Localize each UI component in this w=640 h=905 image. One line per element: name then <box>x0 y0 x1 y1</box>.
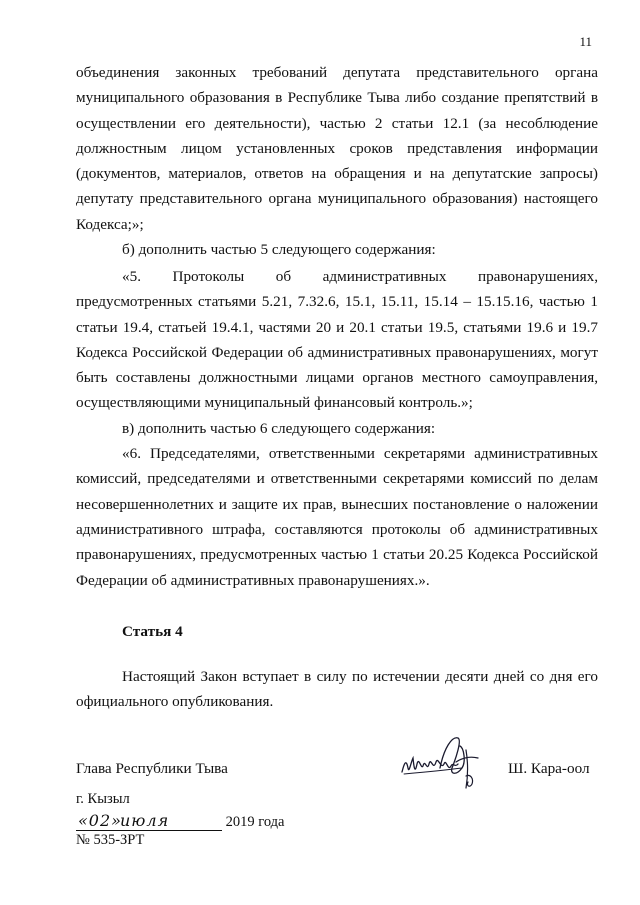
paragraph-continuation: объединения законных требований депутата представительного органа муниципального образования в Республике Тыва либо создание препятствий в осуществлении его деятельности), частью 2 статьи 12.1 (за несоблюдение должностным лицом установленных сроков представления информации (документов, материалов, ответов на обращения и на депутатские запросы) депутату представительного органа муниципального образования) настоящего Кодекса;»; <box>76 64 598 233</box>
paragraph-part-6: «6. Председателями, ответственными секретарями административных комиссий, председателями и ответственными секретарями комиссий по делам несовершеннолетних и защите их прав, вынесших постановление о наложении административного штрафа, составляются протоколы об административных правонарушениях, предусмотренных частью 1 статьи 20.25 Кодекса Российской Федерации об административных правонарушениях.». <box>76 445 598 589</box>
signatory-title: Глава Республики Тыва <box>76 760 228 777</box>
page-number: 11 <box>579 34 592 49</box>
signing-date <box>76 812 376 834</box>
date-year: 2019 года <box>225 814 285 830</box>
paragraph-part-5: «5. Протоколы об административных правонарушениях, предусмотренных статьями 5.21, 7.32.6, 15.1, 15.11, 15.14 – 15.15.16, частью 1 статьи 19.4, статьей 19.4.1, частями 20 и 20.1 статьи 19.5, статьями 19.6 и 19.7 Кодекса Российской Федерации об административных правонарушениях, могут быть составлены должностными лицами органов местного самоуправления, осуществляющими муниципальный финансовый контроль.»; <box>76 268 598 412</box>
date-month: июля <box>120 811 170 830</box>
document-body-top <box>76 60 598 262</box>
law-number: № 535-ЗРТ <box>76 832 145 848</box>
article-heading: Статья 4 <box>122 623 183 640</box>
paragraph-item-v: в) дополнить частью 6 следующего содержания: <box>122 419 436 437</box>
date-day: «02» <box>78 811 122 830</box>
document-body-middle <box>76 264 598 593</box>
article-body <box>76 664 598 715</box>
article-text: Настоящий Закон вступает в силу по истечении десяти дней со дня его официального опубликования. <box>76 668 598 711</box>
paragraph-item-b: б) дополнить частью 5 следующего содержания: <box>122 241 436 259</box>
article-heading-block <box>76 619 598 644</box>
handwritten-signature <box>396 728 492 796</box>
signatory-name: Ш. Кара-оол <box>508 760 590 777</box>
date-handwritten-field <box>76 812 222 831</box>
place-of-signing: г. Кызыл <box>76 791 130 807</box>
